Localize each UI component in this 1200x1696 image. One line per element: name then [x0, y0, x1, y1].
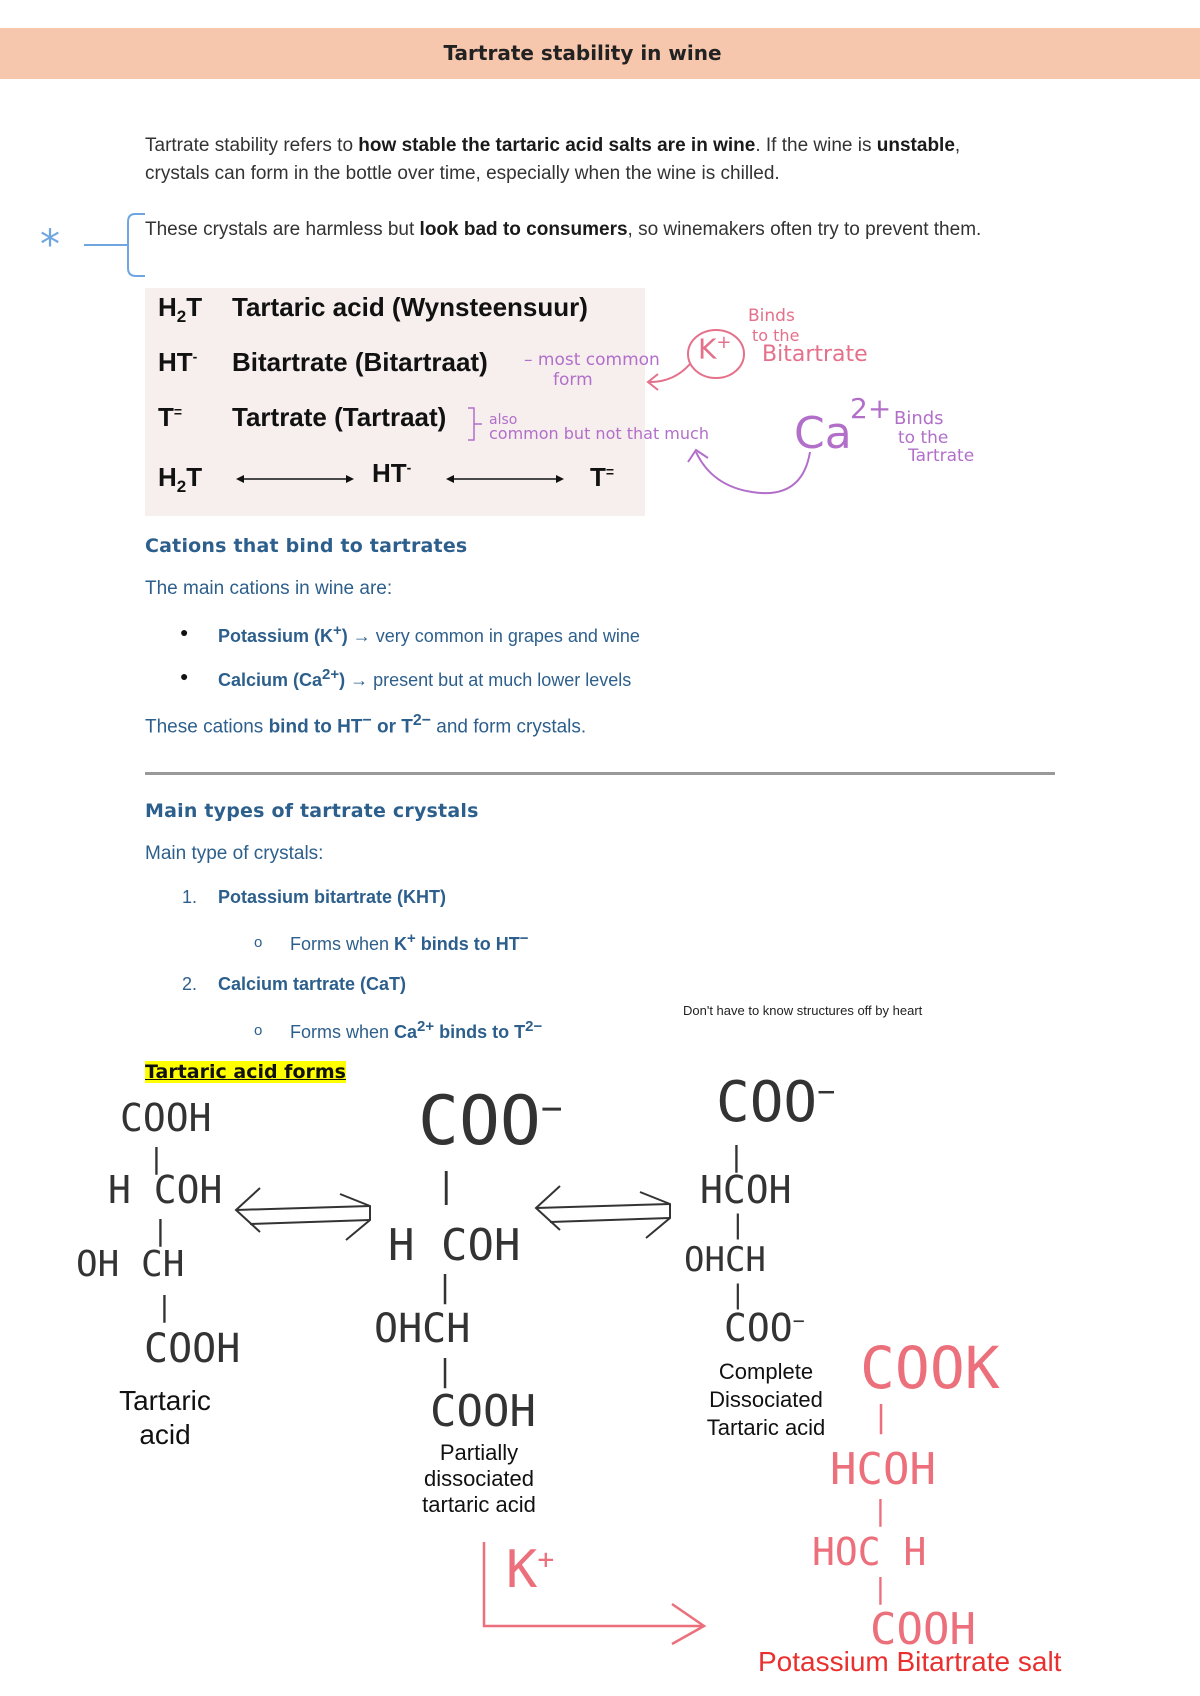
asterisk-annotation: *	[40, 222, 60, 268]
also-note: also	[489, 412, 518, 428]
structure2-bond: |	[436, 1354, 455, 1389]
equilibrium-left: $H_2T$	[158, 462, 203, 497]
structure1-bond: |	[156, 1290, 173, 1323]
structure3-top: COO−	[716, 1070, 836, 1135]
structures-note: Don't have to know structures off by heart	[683, 1003, 923, 1018]
label-partially-dissociated: Partially dissociated tartaric acid	[422, 1440, 536, 1517]
crystal-item-2-name: Calcium tartrate (CaT)	[218, 974, 407, 994]
structure1-c2: H COH	[108, 1168, 223, 1212]
species-row-1-name: Tartaric acid (Wynsteensuur)	[232, 292, 588, 322]
structure2-bond: |	[436, 1270, 455, 1305]
structure4-bond: |	[872, 1494, 889, 1527]
structure4-bond: |	[872, 1400, 891, 1435]
binds-tartrate-note-3: Tartrate	[908, 446, 975, 466]
cation-item-potassium: Potassium (K+) → very common in grapes and wine	[218, 622, 640, 646]
cations-intro: The main cations in wine are:	[145, 578, 393, 599]
forms-heading: Tartaric acid forms	[145, 1061, 346, 1083]
binds-tartrate-note-1: Binds	[894, 408, 944, 429]
equilibrium-arrow-2	[530, 1178, 676, 1244]
species-row-2-symbol: HT-	[158, 347, 198, 377]
structure4-top: COOK	[860, 1334, 1000, 1402]
crystal-item-2-number: 2.	[182, 974, 198, 994]
intro-paragraph-1: Tartrate stability refers to how stable the tartaric acid salts are in wine. If the wine is unstable, crystals can form in the bottle over time, especially when the wine is chilled.	[145, 135, 961, 184]
equilibrium-middle: HT-	[372, 458, 412, 488]
structure1-bond: |	[152, 1214, 169, 1247]
species-row-3-symbol: T=	[158, 402, 183, 432]
crystal-item-2-marker: o	[254, 1022, 263, 1039]
most-common-note: – most common	[524, 350, 660, 370]
crystal-item-1-marker: o	[254, 934, 263, 951]
structure2-bond: |	[436, 1166, 457, 1206]
structure1-bottom: COOH	[144, 1326, 241, 1372]
structure3-bond: |	[728, 1140, 745, 1173]
structure4-bond: |	[872, 1572, 889, 1605]
structure2-top: COO−	[418, 1082, 563, 1161]
binds-bitartrate-note-2: to the	[752, 326, 800, 345]
species-row-3-name: Tartrate (Tartraat)	[232, 402, 447, 432]
structure1-c3: OH CH	[76, 1244, 185, 1285]
bullet-dot: ●	[180, 668, 189, 684]
cation-item-calcium: Calcium $(Ca^{2+})$ → present but at much lower levels	[218, 666, 632, 690]
equilibrium-right: T=	[590, 462, 615, 492]
crystal-item-1-detail: Forms when K+ binds to HT−	[290, 930, 529, 954]
structure1-top: COOH	[120, 1096, 212, 1140]
structure2-bottom: COOH	[430, 1386, 536, 1437]
crystal-item-2-detail: Forms when $Ca^{2+}$ binds to $T^{2-}$	[290, 1018, 543, 1042]
label-tartaric-acid: Tartaric acid	[119, 1385, 211, 1450]
structure4-c2: HCOH	[830, 1444, 936, 1495]
ca-curved-arrow	[682, 440, 832, 510]
crystal-item-1-name: Potassium bitartrate (KHT)	[218, 887, 447, 907]
ca-ion-charge: 2+	[850, 392, 892, 425]
cations-heading: Cations that bind to tartrates	[145, 535, 468, 557]
structure2-c3: OHCH	[374, 1306, 471, 1352]
equilibrium-arrow-1	[230, 1180, 376, 1246]
binds-bitartrate-note-3: Bitartrate	[762, 342, 868, 367]
common-not-much-note: common but not that much	[489, 424, 709, 443]
bullet-dot: ●	[180, 624, 189, 640]
structure1-bond: |	[148, 1142, 165, 1175]
potassium-bitartrate-salt-label: Potassium Bitartrate salt	[758, 1646, 1062, 1677]
structure4-c3: HOC H	[812, 1530, 927, 1574]
structure4-bottom: COOH	[870, 1604, 976, 1655]
k-ion-label: K+	[698, 332, 732, 366]
structure3-bond: |	[730, 1280, 746, 1310]
binds-bitartrate-note-1: Binds	[748, 306, 795, 326]
binds-tartrate-note-2: to the	[898, 428, 949, 448]
crystals-heading: Main types of tartrate crystals	[145, 800, 479, 822]
structure3-c2: HCOH	[700, 1168, 792, 1212]
small-bracket-icon	[464, 404, 484, 444]
k-addition-label: K+	[506, 1540, 555, 1600]
page-title: Tartrate stability in wine	[443, 41, 722, 65]
intro-paragraph-2: These crystals are harmless but look bad to consumers, so winemakers often try to prevent them.	[145, 219, 982, 240]
crystal-item-1-number: 1.	[182, 887, 198, 907]
structure2-c2: H COH	[388, 1220, 521, 1271]
structure3-bond: |	[730, 1210, 746, 1240]
label-complete-dissociated: Complete Dissociated Tartaric acid	[706, 1359, 826, 1440]
cations-summary: These cations bind to HT− or $T^{2-}$ and form crystals.	[145, 712, 587, 738]
structure3-c3: OHCH	[684, 1240, 766, 1280]
equilibrium-arrows	[236, 468, 576, 490]
section-divider	[145, 772, 1055, 775]
crystals-intro: Main type of crystals:	[145, 843, 324, 864]
species-row-1-symbol: $H_2T$	[158, 292, 203, 327]
bracket-annotation	[80, 210, 150, 280]
ca-ion-label: Ca	[794, 408, 852, 459]
structure3-bottom: COO−	[724, 1306, 805, 1350]
most-common-form-note: form	[553, 370, 593, 390]
species-row-2-name: Bitartrate (Bitartraat)	[232, 347, 488, 377]
